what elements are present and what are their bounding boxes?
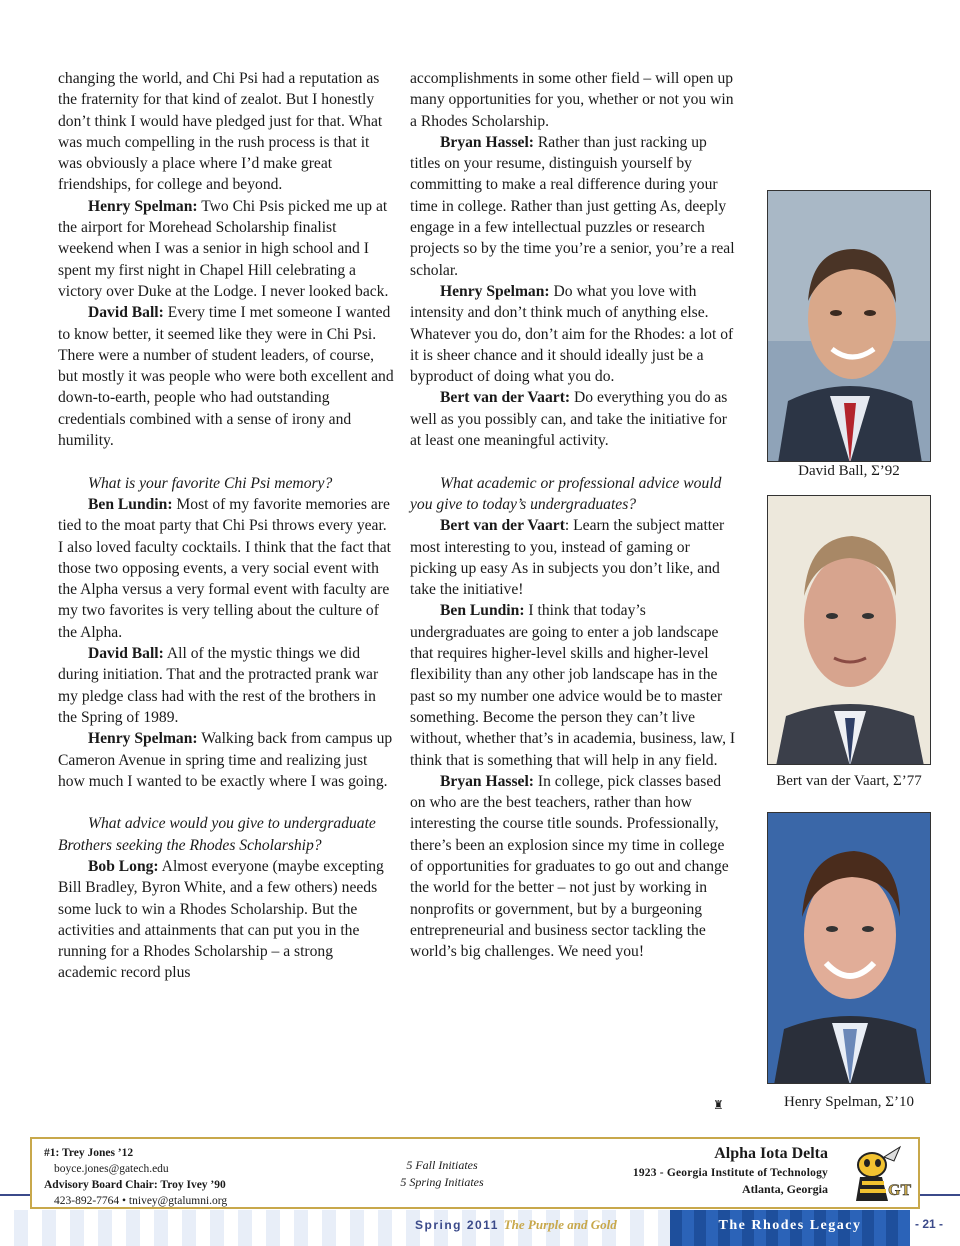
chapter-contacts bbox=[44, 1145, 227, 1209]
page-number: - 21 - bbox=[915, 1217, 944, 1231]
question-heading: What is your favorite Chi Psi memory? bbox=[88, 474, 333, 492]
portrait-photo-david-ball bbox=[767, 190, 931, 462]
end-of-article-icon: ♜ bbox=[713, 1098, 724, 1112]
contact-title: #1: Trey Jones ’12 bbox=[44, 1147, 134, 1159]
chapter-identity bbox=[633, 1145, 828, 1197]
answer-text: I think that today’s undergraduates are going to enter a job landscape that requires higher-level skills and higher-level flexibility than any other job landscape has in the past so my number one advice would be to master something. Become the person they can’t live without, whether that’s in academia, business, law, I think that is something that will help in any field. bbox=[410, 602, 736, 769]
photo-caption: David Ball, Σ’92 bbox=[798, 463, 900, 479]
section-title-banner: The Rhodes Legacy bbox=[670, 1210, 910, 1246]
paragraph: changing the world, and Chi Psi had a reputation as the fraternity for that kind of zealot. But I honestly don’t think I would have pledged just for that. What was much compelling in the rush process is that it was obviously a place where I’d make great friendships, for college and beyond. bbox=[58, 70, 383, 194]
paragraph bbox=[58, 302, 394, 451]
initiate-counts bbox=[362, 1157, 522, 1191]
chapter-city: Atlanta, Georgia bbox=[742, 1182, 828, 1196]
footer-rule-right bbox=[920, 1194, 960, 1196]
portrait-photo-bert-van-der-vaart bbox=[767, 495, 931, 765]
speaker-name: Henry Spelman: bbox=[88, 730, 198, 748]
speaker-name: David Ball: bbox=[88, 645, 164, 663]
answer-text: Do what you love with intensity and don’t think much of anything else. Whatever you do, don’t aim for the Rhodes: a lot of it is sheer chance and it should ideally just be a byproduct of doing what you do. bbox=[410, 282, 734, 386]
answer-text: In college, pick classes based on who are the best teachers, rather than how interesting the course title sounds. Professionally, there’s been an explosion since my time in college of opportunities for graduates to go out and change the world for the better – not just by working in nonprofits or government, but by a burgeoning entrepreneurial and business sector tackling the world’s big challenges. We need you! bbox=[410, 772, 729, 961]
chapter-school: 1923 - Georgia Institute of Technology bbox=[632, 1167, 828, 1179]
answer-text: Do everything you do as well as you possibly can, and take the initiative for at least one meaningful activity. bbox=[410, 389, 728, 450]
answer-text: All of the mystic things we did during initiation. That and the protracted prank war my pledge class had with the rest of the brothers in the Spring of 1989. bbox=[58, 645, 379, 726]
speaker-name: Ben Lundin: bbox=[88, 495, 173, 513]
paragraph bbox=[410, 387, 740, 451]
question-heading: What advice would you give to undergraduate Brothers seeking the Rhodes Scholarship? bbox=[58, 815, 376, 854]
paragraph bbox=[58, 196, 394, 302]
paragraph bbox=[58, 643, 394, 728]
question-heading: What academic or professional advice would you give to today’s undergraduates? bbox=[410, 474, 722, 513]
answer-text: Most of my favorite memories are tied to the moat party that Chi Psi throws every year. I also loved faculty cocktails. I think that the fact that those two opposing events, a very social event with the Alpha versus a very formal event with faculty are my two favorites is very telling about the culture of the Alpha. bbox=[58, 495, 391, 641]
publication-name: The Purple and Gold bbox=[503, 1217, 617, 1232]
speaker-name: David Ball: bbox=[88, 304, 164, 322]
issue-label bbox=[415, 1217, 617, 1233]
answer-text: Rather than just racking up titles on your resume, distinguish yourself by committing to make a real difference during your time in college. Rather than just getting As, deeply engage in a few intellectual puzzles or research projects so by the time you’re a senior, you’re a real scholar. bbox=[410, 133, 735, 279]
paragraph bbox=[410, 600, 740, 770]
answer-text: Walking back from campus up Cameron Avenue in spring time and realizing just how much I wanted to be exactly where I was going. bbox=[58, 730, 393, 790]
speaker-name: Bert van der Vaart bbox=[440, 517, 565, 535]
footer-rule-left bbox=[0, 1194, 30, 1196]
paragraph bbox=[58, 728, 394, 792]
photo-caption: Bert van der Vaart, Σ’77 bbox=[776, 773, 922, 789]
speaker-name: Henry Spelman: bbox=[88, 197, 198, 215]
gt-logo-text: GT bbox=[888, 1182, 912, 1199]
issue-date: Spring 2011 bbox=[415, 1218, 499, 1232]
answer-text: Every time I met someone I wanted to know better, it seemed like they were in Chi Psi. There were a number of student leaders, of course, but mostly it was people who were both excellent and down-to-earth, people who had outstanding credentials combined with a sense of irony and humility. bbox=[58, 304, 394, 450]
speaker-name: Ben Lundin: bbox=[440, 602, 525, 620]
yellow-jacket-mascot-logo bbox=[842, 1143, 912, 1205]
speaker-name: Bryan Hassel: bbox=[440, 772, 534, 790]
paragraph bbox=[58, 494, 394, 643]
speaker-name: Henry Spelman: bbox=[440, 282, 550, 300]
paragraph bbox=[410, 281, 740, 387]
speaker-name: Bert van der Vaart: bbox=[440, 389, 571, 407]
contact-phone-email: 423-892-7764 • tnivey@gtalumni.org bbox=[54, 1195, 228, 1207]
chapter-info-box bbox=[30, 1137, 920, 1209]
paragraph bbox=[410, 515, 740, 600]
speaker-name: Bryan Hassel: bbox=[440, 133, 534, 151]
article-column-middle bbox=[410, 68, 740, 962]
article-column-left bbox=[58, 68, 394, 984]
answer-text: Almost everyone (maybe excepting Bill Bradley, Byron White, and a few others) needs some luck to win a Rhodes Scholarship. But the activities and attainments that can put you in the running for a Rhodes Scholarship – a strong academic record plus bbox=[58, 857, 384, 982]
paragraph bbox=[58, 856, 394, 984]
portrait-photo-henry-spelman bbox=[767, 812, 931, 1084]
photo-caption: Henry Spelman, Σ’10 bbox=[784, 1094, 914, 1110]
answer-text: Two Chi Psis picked me up at the airport for Morehead Scholarship finalist weekend when I was a senior in high school and I spent my first night in Chapel Hill celebrating a victory over Duke at the Lodge. I never looked back. bbox=[58, 197, 389, 300]
fall-initiates: 5 Fall Initiates bbox=[406, 1158, 478, 1172]
paragraph bbox=[410, 771, 740, 963]
paragraph bbox=[410, 132, 740, 281]
contact-email: boyce.jones@gatech.edu bbox=[54, 1163, 169, 1175]
speaker-name: Bob Long: bbox=[88, 857, 159, 875]
paragraph: accomplishments in some other field – will open up many opportunities for you, whether or not you win a Rhodes Scholarship. bbox=[410, 70, 734, 130]
chapter-name: Alpha Iota Delta bbox=[714, 1145, 828, 1162]
spring-initiates: 5 Spring Initiates bbox=[400, 1175, 484, 1189]
answer-text: : Learn the subject matter most interesting to you, instead of gaming or picking up easy As in subjects you don’t like, and take the initiative! bbox=[410, 517, 725, 599]
contact-title: Advisory Board Chair: Troy Ivey ’90 bbox=[44, 1179, 226, 1191]
